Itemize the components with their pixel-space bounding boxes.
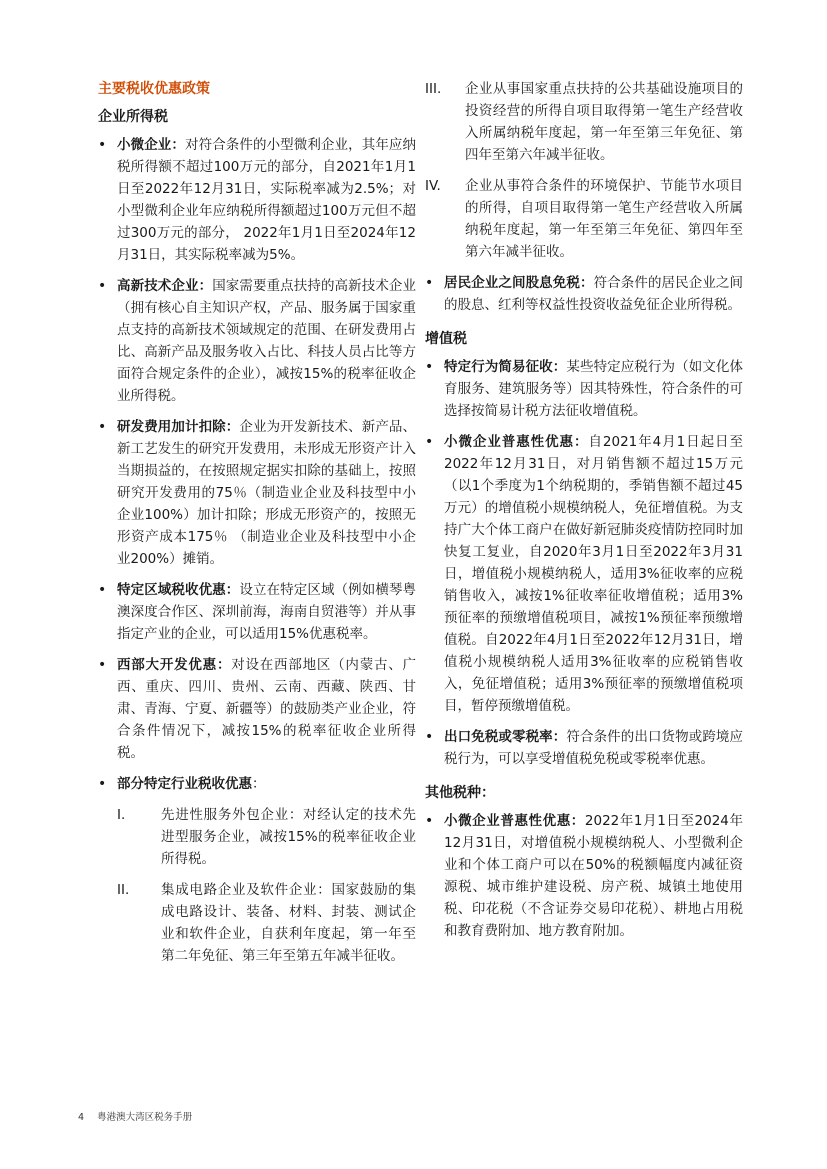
- vat-heading: 增值税: [425, 331, 467, 347]
- footer-title: 粤港澳大湾区税务手册: [97, 1112, 193, 1123]
- sub-list-item: IV. 企业从事符合条件的环境保护、节能节水项目的所得，自项目取得第一笔生产经营收入所属纳税年度起，第一年至第三年免征、第四年至第六年减半征收。: [425, 178, 743, 260]
- list-item: • 研发费用加计扣除：企业为开发新技术、新产品、新工艺发生的研究开发费用，未形成无形资产计入当期损益的，在按照规定据实扣除的基础上，按照研究开发费用的75％（制造业企业及科技型中小企业100%）加计扣除；形成无形资产的，按照无形资产成本175％ （制造业企业及科技型中小企业200%）摊销。: [98, 416, 416, 570]
- sub-list-item: II. 集成电路企业及软件企业：国家鼓励的集成电路设计、装备、材料、封装、测试企业和软件企业，自获利年度起，第一年至第二年免征、第三年至第五年减半征收。: [117, 882, 416, 964]
- list-item: • 高新技术企业：国家需要重点扶持的高新技术企业（拥有核心自主知识产权，产品、服务属于国家重点支持的高新技术领域规定的范围、在研发费用占比、高新产品及服务收入占比、科技人员占比等方面符合规定条件的企业），减按15%的税率征收企业所得税。: [98, 275, 416, 407]
- right-column: [425, 78, 743, 951]
- page-footer: [78, 1109, 192, 1123]
- other-taxes-heading: 其他税种：: [425, 785, 495, 801]
- list-item: • 特定区域税收优惠：设立在特定区域（例如横琴粤澳深度合作区、深圳前海，海南自贸港等）并从事指定产业的企业，可以适用15%优惠税率。: [98, 579, 416, 645]
- list-item: • 特定行为简易征收：某些特定应税行为（如文化体育服务、建筑服务等）因其特殊性，符合条件的可选择按简易计税方法征收增值税。: [425, 356, 743, 422]
- left-column: [98, 78, 416, 976]
- sub-list-item: I. 先进性服务外包企业：对经认定的技术先进型服务企业，减按15%的税率征收企业所得税。: [117, 807, 416, 867]
- sub-list-item: III. 企业从事国家重点扶持的公共基础设施项目的投资经营的所得自项目取得第一笔生产经营收入所属纳税年度起，第一年至第三年免征、第四年至第六年减半征收。: [425, 81, 743, 163]
- list-item: • 小微企业普惠性优惠：2022年1月1日至2024年12月31日，对增值税小规模纳税人、小型微利企业和个体工商户可以在50%的税额幅度内减征资源税、城市维护建设税、房产税、城镇土地使用税、印花税（不含证券交易印花税）、耕地占用税和教育费附加、地方教育附加。: [425, 810, 743, 942]
- list-item: • 部分特定行业税收优惠：: [98, 773, 416, 795]
- list-item: • 小微企业：对符合条件的小型微利企业，其年应纳税所得额不超过100万元的部分，自2021年1月1日至2022年12月31日，实际税率减为2.5%；对小型微利企业年应纳税所得额超过100万元但不超过300万元的部分， 2022年1月1日至2024年12月31日，其实际税率减为5%。: [98, 134, 416, 266]
- list-item: • 小微企业普惠性优惠：自2021年4月1日起日至2022年12月31日，对月销售额不超过15万元（以1个季度为1个纳税期的，季销售额不超过45万元）的增值税小规模纳税人，免征增值税。为支持广大个体工商户在做好新冠肺炎疫情防控同时加快复工复业，自2020年3月1日至2022年3月31日，增值税小规模纳税人，适用3%征收率的应税销售收入，减按1%征收率征收增值税；适用3%预征率的预缴增值税项目，减按1%预征率预缴增值税。自2022年4月1日至2022年12月31日，增值税小规模纳税人适用3%征收率的应税销售收入，免征增值税；适用3%预征率的预缴增值税项目，暂停预缴增值税。: [425, 431, 743, 717]
- section-title: 主要税收优惠政策: [98, 81, 210, 97]
- cit-heading: 企业所得税: [98, 109, 168, 125]
- list-item: • 出口免税或零税率：符合条件的出口货物或跨境应税行为，可以享受增值税免税或零税率优惠。: [425, 726, 743, 770]
- page-number: 4: [78, 1112, 85, 1123]
- list-item: • 西部大开发优惠：对设在西部地区（内蒙古、广西、重庆、四川、贵州、云南、西藏、陕西、甘肃、青海、宁夏、新疆等）的鼓励类产业企业，符合条件情况下，减按15%的税率征收企业所得税。: [98, 654, 416, 764]
- list-item: • 居民企业之间股息免税：符合条件的居民企业之间的股息、红利等权益性投资收益免征企业所得税。: [425, 272, 743, 316]
